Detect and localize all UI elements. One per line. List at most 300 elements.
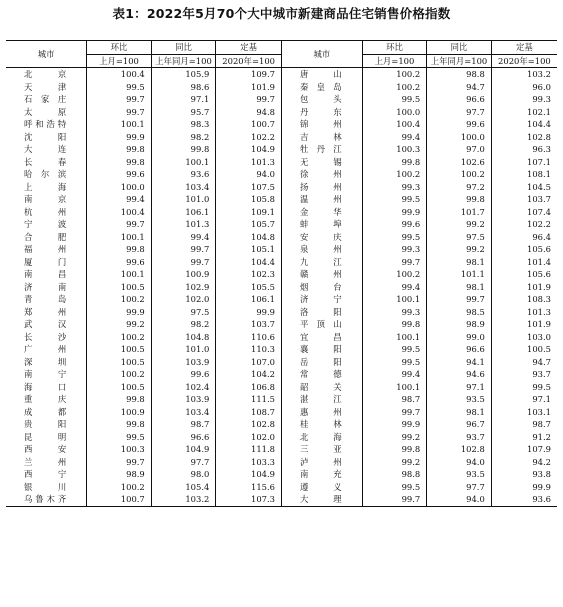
fixed-cell: 104.9 (216, 468, 282, 481)
city-cell: 宜 昌 (281, 331, 362, 344)
mom-cell: 99.8 (87, 393, 152, 406)
city-column-header: 城市 (281, 41, 362, 68)
yoy-cell: 99.2 (427, 218, 492, 231)
table-row (6, 456, 557, 469)
city-cell: 北 海 (281, 431, 362, 444)
mom-cell: 100.2 (362, 268, 427, 281)
fixed-cell: 102.2 (216, 131, 282, 144)
city-cell: 赣 州 (281, 268, 362, 281)
mom-cell: 100.1 (87, 268, 152, 281)
city-cell: 安 庆 (281, 231, 362, 244)
yoy-cell: 98.8 (427, 68, 492, 81)
city-cell: 西 宁 (24, 469, 67, 479)
yoy-cell: 99.7 (151, 256, 216, 269)
mom-cell: 99.5 (87, 431, 152, 444)
city-cell: 宁 波 (24, 219, 67, 229)
city-cell: 金 华 (281, 206, 362, 219)
city-cell: 郑 州 (24, 306, 67, 317)
city-cell: 三 亚 (281, 443, 362, 456)
yoy-cell: 104.8 (151, 331, 216, 344)
yoy-cell: 93.7 (427, 431, 492, 444)
city-cell: 包 头 (281, 93, 362, 106)
yoy-cell: 98.6 (151, 81, 216, 94)
fixed-cell: 115.6 (216, 481, 282, 494)
mom-cell: 100.2 (362, 81, 427, 94)
mom-cell: 99.5 (362, 343, 427, 356)
city-cell: 沈 阳 (24, 131, 67, 142)
city-cell: 福 州 (24, 244, 67, 254)
table-row (6, 306, 557, 319)
yoy-cell: 99.7 (151, 243, 216, 256)
fixed-cell: 108.1 (491, 168, 557, 181)
fixed-cell: 93.8 (491, 468, 557, 481)
fixed-cell: 104.8 (216, 231, 282, 244)
city-cell: 乌鲁木齐 (6, 493, 87, 506)
yoy-cell: 96.6 (427, 93, 492, 106)
table-row (6, 218, 557, 231)
mom-cell: 100.2 (362, 68, 427, 81)
fixed-cell: 103.0 (491, 331, 557, 344)
table-row (6, 156, 557, 169)
mom-cell: 100.0 (362, 106, 427, 119)
city-cell: 广 州 (24, 344, 67, 354)
fixed-cell: 101.4 (491, 256, 557, 269)
fixed-cell: 107.1 (491, 156, 557, 169)
yoy-cell: 99.8 (151, 143, 216, 156)
fixed-cell: 105.6 (491, 243, 557, 256)
mom-cell: 99.4 (362, 281, 427, 294)
table-row (6, 256, 557, 269)
mom-base-label: 上月=100 (87, 54, 152, 68)
city-cell: 太 原 (24, 106, 67, 117)
mom-cell: 98.8 (362, 468, 427, 481)
yoy-cell: 97.5 (427, 231, 492, 244)
fixed-cell: 101.3 (216, 156, 282, 169)
yoy-cell: 99.8 (427, 193, 492, 206)
yoy-cell: 98.9 (427, 318, 492, 331)
table-row (6, 318, 557, 331)
yoy-cell: 102.0 (151, 293, 216, 306)
mom-cell: 100.5 (87, 381, 152, 394)
city-cell: 锦 州 (281, 118, 362, 131)
yoy-cell: 97.5 (151, 306, 216, 319)
city-cell: 南 昌 (24, 269, 67, 279)
mom-column-header: 环比 (362, 41, 427, 55)
city-cell: 深 圳 (24, 356, 67, 367)
city-cell: 西 安 (24, 444, 67, 454)
mom-cell: 100.5 (87, 343, 152, 356)
mom-cell: 100.2 (87, 293, 152, 306)
fixed-cell: 96.0 (491, 81, 557, 94)
fixed-cell: 105.5 (216, 281, 282, 294)
fixed-cell: 104.9 (216, 143, 282, 156)
mom-cell: 100.3 (87, 443, 152, 456)
yoy-cell: 102.9 (151, 281, 216, 294)
table-row (6, 381, 557, 394)
mom-cell: 99.3 (362, 306, 427, 319)
city-cell: 九 江 (281, 256, 362, 269)
yoy-cell: 94.7 (427, 81, 492, 94)
yoy-cell: 93.5 (427, 468, 492, 481)
mom-cell: 100.2 (87, 331, 152, 344)
fixed-base-label: 2020年=100 (216, 54, 282, 68)
city-cell: 青 岛 (24, 294, 67, 304)
mom-cell: 99.2 (87, 318, 152, 331)
mom-column-header: 环比 (87, 41, 152, 55)
city-cell: 蚌 埠 (281, 218, 362, 231)
mom-cell: 99.8 (87, 418, 152, 431)
table-row (6, 168, 557, 181)
table-row (6, 356, 557, 369)
city-cell: 温 州 (281, 193, 362, 206)
mom-cell: 100.3 (362, 143, 427, 156)
mom-cell: 98.7 (362, 393, 427, 406)
mom-cell: 100.9 (87, 406, 152, 419)
table-row (6, 106, 557, 119)
fixed-cell: 109.1 (216, 206, 282, 219)
city-cell: 石 家 庄 (24, 94, 67, 104)
yoy-cell: 100.2 (427, 168, 492, 181)
fixed-cell: 102.1 (491, 106, 557, 119)
fixed-cell: 107.9 (491, 443, 557, 456)
city-cell: 湛 江 (281, 393, 362, 406)
yoy-cell: 97.7 (151, 456, 216, 469)
mom-cell: 99.4 (87, 193, 152, 206)
fixed-cell: 108.7 (216, 406, 282, 419)
table-row (6, 481, 557, 494)
fixed-cell: 99.9 (491, 481, 557, 494)
fixed-cell: 103.3 (216, 456, 282, 469)
fixed-cell: 106.1 (216, 293, 282, 306)
city-cell: 济 南 (24, 281, 67, 292)
fixed-cell: 103.1 (491, 406, 557, 419)
fixed-cell: 101.3 (491, 306, 557, 319)
table-row (6, 331, 557, 344)
mom-cell: 100.7 (87, 493, 152, 506)
table-row (6, 368, 557, 381)
fixed-cell: 91.2 (491, 431, 557, 444)
fixed-cell: 104.5 (491, 181, 557, 194)
city-column-header: 城市 (6, 41, 87, 68)
mom-cell: 100.2 (87, 368, 152, 381)
table-row (6, 493, 557, 506)
fixed-cell: 108.3 (491, 293, 557, 306)
mom-cell: 100.4 (87, 68, 152, 81)
page-title: 表1：2022年5月70个大中城市新建商品住宅销售价格指数 (112, 6, 451, 21)
mom-cell: 98.9 (87, 468, 152, 481)
fixed-cell: 105.1 (216, 243, 282, 256)
table-row (6, 431, 557, 444)
city-cell: 厦 门 (24, 256, 67, 267)
yoy-cell: 101.1 (427, 268, 492, 281)
yoy-cell: 97.1 (427, 381, 492, 394)
yoy-cell: 103.4 (151, 181, 216, 194)
yoy-base-label: 上年同月=100 (151, 54, 216, 68)
yoy-cell: 98.5 (427, 306, 492, 319)
city-cell: 合 肥 (24, 231, 67, 242)
table-body (6, 68, 557, 507)
fixed-cell: 106.8 (216, 381, 282, 394)
yoy-cell: 98.2 (151, 131, 216, 144)
city-cell: 武 汉 (24, 319, 67, 329)
mom-cell: 99.6 (87, 256, 152, 269)
mom-cell: 99.9 (87, 131, 152, 144)
city-cell: 烟 台 (281, 281, 362, 294)
fixed-cell: 100.7 (216, 118, 282, 131)
mom-cell: 99.5 (87, 81, 152, 94)
fixed-cell: 93.7 (491, 368, 557, 381)
mom-cell: 99.7 (87, 106, 152, 119)
yoy-cell: 98.1 (427, 281, 492, 294)
city-cell: 唐 山 (281, 68, 362, 81)
mom-cell: 99.7 (87, 93, 152, 106)
mom-cell: 99.5 (362, 356, 427, 369)
table-row (6, 293, 557, 306)
city-cell: 大 理 (281, 493, 362, 506)
mom-cell: 99.5 (362, 231, 427, 244)
city-cell: 襄 阳 (281, 343, 362, 356)
fixed-cell: 94.8 (216, 106, 282, 119)
yoy-cell: 102.8 (427, 443, 492, 456)
yoy-column-header: 同比 (427, 41, 492, 55)
mom-cell: 99.9 (362, 206, 427, 219)
table-row (6, 418, 557, 431)
table-row (6, 268, 557, 281)
table-row (6, 393, 557, 406)
yoy-cell: 101.7 (427, 206, 492, 219)
city-cell: 呼和浩特 (24, 119, 67, 129)
yoy-cell: 94.0 (427, 456, 492, 469)
yoy-cell: 97.1 (151, 93, 216, 106)
mom-cell: 99.5 (362, 481, 427, 494)
yoy-cell: 103.4 (151, 406, 216, 419)
fixed-cell: 111.5 (216, 393, 282, 406)
mom-cell: 99.3 (362, 181, 427, 194)
yoy-cell: 105.4 (151, 481, 216, 494)
fixed-column-header: 定基 (491, 41, 557, 55)
yoy-cell: 101.0 (151, 193, 216, 206)
fixed-cell: 105.7 (216, 218, 282, 231)
fixed-cell: 101.9 (491, 281, 557, 294)
fixed-cell: 103.7 (216, 318, 282, 331)
city-cell: 成 都 (24, 406, 67, 417)
city-cell: 大 连 (24, 144, 67, 154)
yoy-cell: 104.9 (151, 443, 216, 456)
city-cell: 惠 州 (281, 406, 362, 419)
city-cell: 长 沙 (24, 331, 67, 342)
mom-cell: 100.1 (87, 231, 152, 244)
yoy-cell: 106.1 (151, 206, 216, 219)
yoy-cell: 99.7 (427, 293, 492, 306)
city-cell: 南 充 (281, 468, 362, 481)
yoy-cell: 93.6 (151, 168, 216, 181)
fixed-cell: 105.8 (216, 193, 282, 206)
fixed-cell: 99.9 (216, 306, 282, 319)
city-cell: 秦 皇 岛 (281, 81, 362, 94)
yoy-cell: 97.2 (427, 181, 492, 194)
city-cell: 上 海 (24, 181, 67, 192)
fixed-cell: 110.3 (216, 343, 282, 356)
fixed-cell: 102.3 (216, 268, 282, 281)
mom-cell: 100.1 (362, 381, 427, 394)
fixed-cell: 100.5 (491, 343, 557, 356)
yoy-cell: 100.0 (427, 131, 492, 144)
mom-cell: 99.4 (362, 131, 427, 144)
city-cell: 昆 明 (24, 431, 67, 442)
table-header (6, 41, 557, 68)
fixed-cell: 104.4 (216, 256, 282, 269)
table-row (6, 93, 557, 106)
mom-cell: 99.8 (87, 243, 152, 256)
city-cell: 吉 林 (281, 131, 362, 144)
city-cell: 南 京 (24, 194, 67, 204)
city-cell: 韶 关 (281, 381, 362, 394)
mom-cell: 100.4 (362, 118, 427, 131)
fixed-cell: 102.0 (216, 431, 282, 444)
mom-cell: 99.7 (87, 218, 152, 231)
fixed-cell: 96.3 (491, 143, 557, 156)
fixed-cell: 94.0 (216, 168, 282, 181)
yoy-cell: 98.2 (151, 318, 216, 331)
mom-cell: 99.3 (362, 243, 427, 256)
fixed-cell: 111.8 (216, 443, 282, 456)
city-cell: 南 宁 (24, 369, 67, 379)
mom-cell: 99.7 (87, 456, 152, 469)
city-cell: 北 京 (24, 69, 67, 79)
city-cell: 无 锡 (281, 156, 362, 169)
yoy-cell: 100.1 (151, 156, 216, 169)
price-index-table (6, 40, 557, 507)
yoy-cell: 101.3 (151, 218, 216, 231)
fixed-cell: 103.7 (491, 193, 557, 206)
yoy-cell: 99.6 (151, 368, 216, 381)
yoy-cell: 97.7 (427, 106, 492, 119)
city-cell: 哈 尔 滨 (24, 169, 67, 179)
city-cell: 兰 州 (24, 456, 67, 467)
mom-cell: 100.1 (87, 118, 152, 131)
fixed-cell: 107.5 (216, 181, 282, 194)
fixed-cell: 105.6 (491, 268, 557, 281)
city-cell: 扬 州 (281, 181, 362, 194)
mom-cell: 99.4 (362, 368, 427, 381)
city-cell: 海 口 (24, 381, 67, 392)
table-row (6, 206, 557, 219)
mom-cell: 100.2 (362, 168, 427, 181)
fixed-cell: 94.7 (491, 356, 557, 369)
yoy-cell: 103.9 (151, 356, 216, 369)
mom-cell: 100.2 (87, 481, 152, 494)
table-row (6, 68, 557, 81)
yoy-cell: 98.1 (427, 406, 492, 419)
yoy-cell: 97.0 (427, 143, 492, 156)
table-row (6, 131, 557, 144)
table-row (6, 81, 557, 94)
fixed-cell: 107.3 (216, 493, 282, 506)
mom-cell: 99.6 (87, 168, 152, 181)
yoy-cell: 94.6 (427, 368, 492, 381)
yoy-column-header: 同比 (151, 41, 216, 55)
mom-cell: 100.1 (362, 331, 427, 344)
fixed-cell: 107.0 (216, 356, 282, 369)
yoy-cell: 105.9 (151, 68, 216, 81)
city-cell: 徐 州 (281, 168, 362, 181)
yoy-cell: 96.7 (427, 418, 492, 431)
mom-cell: 100.1 (362, 293, 427, 306)
city-cell: 泸 州 (281, 456, 362, 469)
mom-cell: 99.9 (87, 306, 152, 319)
mom-cell: 99.8 (87, 156, 152, 169)
yoy-cell: 98.3 (151, 118, 216, 131)
city-cell: 遵 义 (281, 481, 362, 494)
fixed-cell: 99.3 (491, 93, 557, 106)
city-cell: 平 顶 山 (281, 318, 362, 331)
city-cell: 长 春 (24, 156, 67, 167)
yoy-cell: 98.0 (151, 468, 216, 481)
fixed-cell: 101.9 (216, 81, 282, 94)
mom-cell: 99.9 (362, 418, 427, 431)
mom-cell: 99.2 (362, 431, 427, 444)
fixed-base-label: 2020年=100 (491, 54, 557, 68)
yoy-cell: 100.9 (151, 268, 216, 281)
yoy-cell: 99.2 (427, 243, 492, 256)
mom-cell: 100.5 (87, 356, 152, 369)
yoy-cell: 95.7 (151, 106, 216, 119)
city-cell: 银 川 (24, 481, 67, 492)
fixed-cell: 102.2 (491, 218, 557, 231)
table-row (6, 406, 557, 419)
yoy-cell: 94.1 (427, 356, 492, 369)
city-cell: 天 津 (24, 81, 67, 92)
yoy-cell: 99.6 (427, 118, 492, 131)
city-cell: 常 德 (281, 368, 362, 381)
fixed-cell: 107.4 (491, 206, 557, 219)
mom-cell: 100.4 (87, 206, 152, 219)
city-cell: 杭 州 (24, 206, 67, 217)
mom-cell: 99.7 (362, 493, 427, 506)
fixed-cell: 94.2 (491, 456, 557, 469)
fixed-cell: 99.7 (216, 93, 282, 106)
table-row (6, 181, 557, 194)
table-row (6, 118, 557, 131)
fixed-cell: 102.8 (491, 131, 557, 144)
yoy-cell: 102.6 (427, 156, 492, 169)
table-row (6, 193, 557, 206)
yoy-cell: 96.6 (151, 431, 216, 444)
yoy-cell: 99.4 (151, 231, 216, 244)
mom-cell: 99.8 (87, 143, 152, 156)
table-row (6, 281, 557, 294)
yoy-cell: 98.7 (151, 418, 216, 431)
yoy-cell: 96.6 (427, 343, 492, 356)
city-cell: 济 宁 (281, 293, 362, 306)
city-cell: 重 庆 (24, 394, 67, 404)
mom-cell: 99.8 (362, 156, 427, 169)
city-cell: 洛 阳 (281, 306, 362, 319)
mom-cell: 99.6 (362, 218, 427, 231)
table-row (6, 443, 557, 456)
fixed-cell: 110.6 (216, 331, 282, 344)
mom-cell: 100.0 (87, 181, 152, 194)
city-cell: 贵 阳 (24, 419, 67, 429)
yoy-base-label: 上年同月=100 (427, 54, 492, 68)
mom-cell: 99.5 (362, 193, 427, 206)
mom-cell: 99.2 (362, 456, 427, 469)
fixed-cell: 99.5 (491, 381, 557, 394)
yoy-cell: 94.0 (427, 493, 492, 506)
fixed-column-header: 定基 (216, 41, 282, 55)
fixed-cell: 104.2 (216, 368, 282, 381)
yoy-cell: 103.9 (151, 393, 216, 406)
